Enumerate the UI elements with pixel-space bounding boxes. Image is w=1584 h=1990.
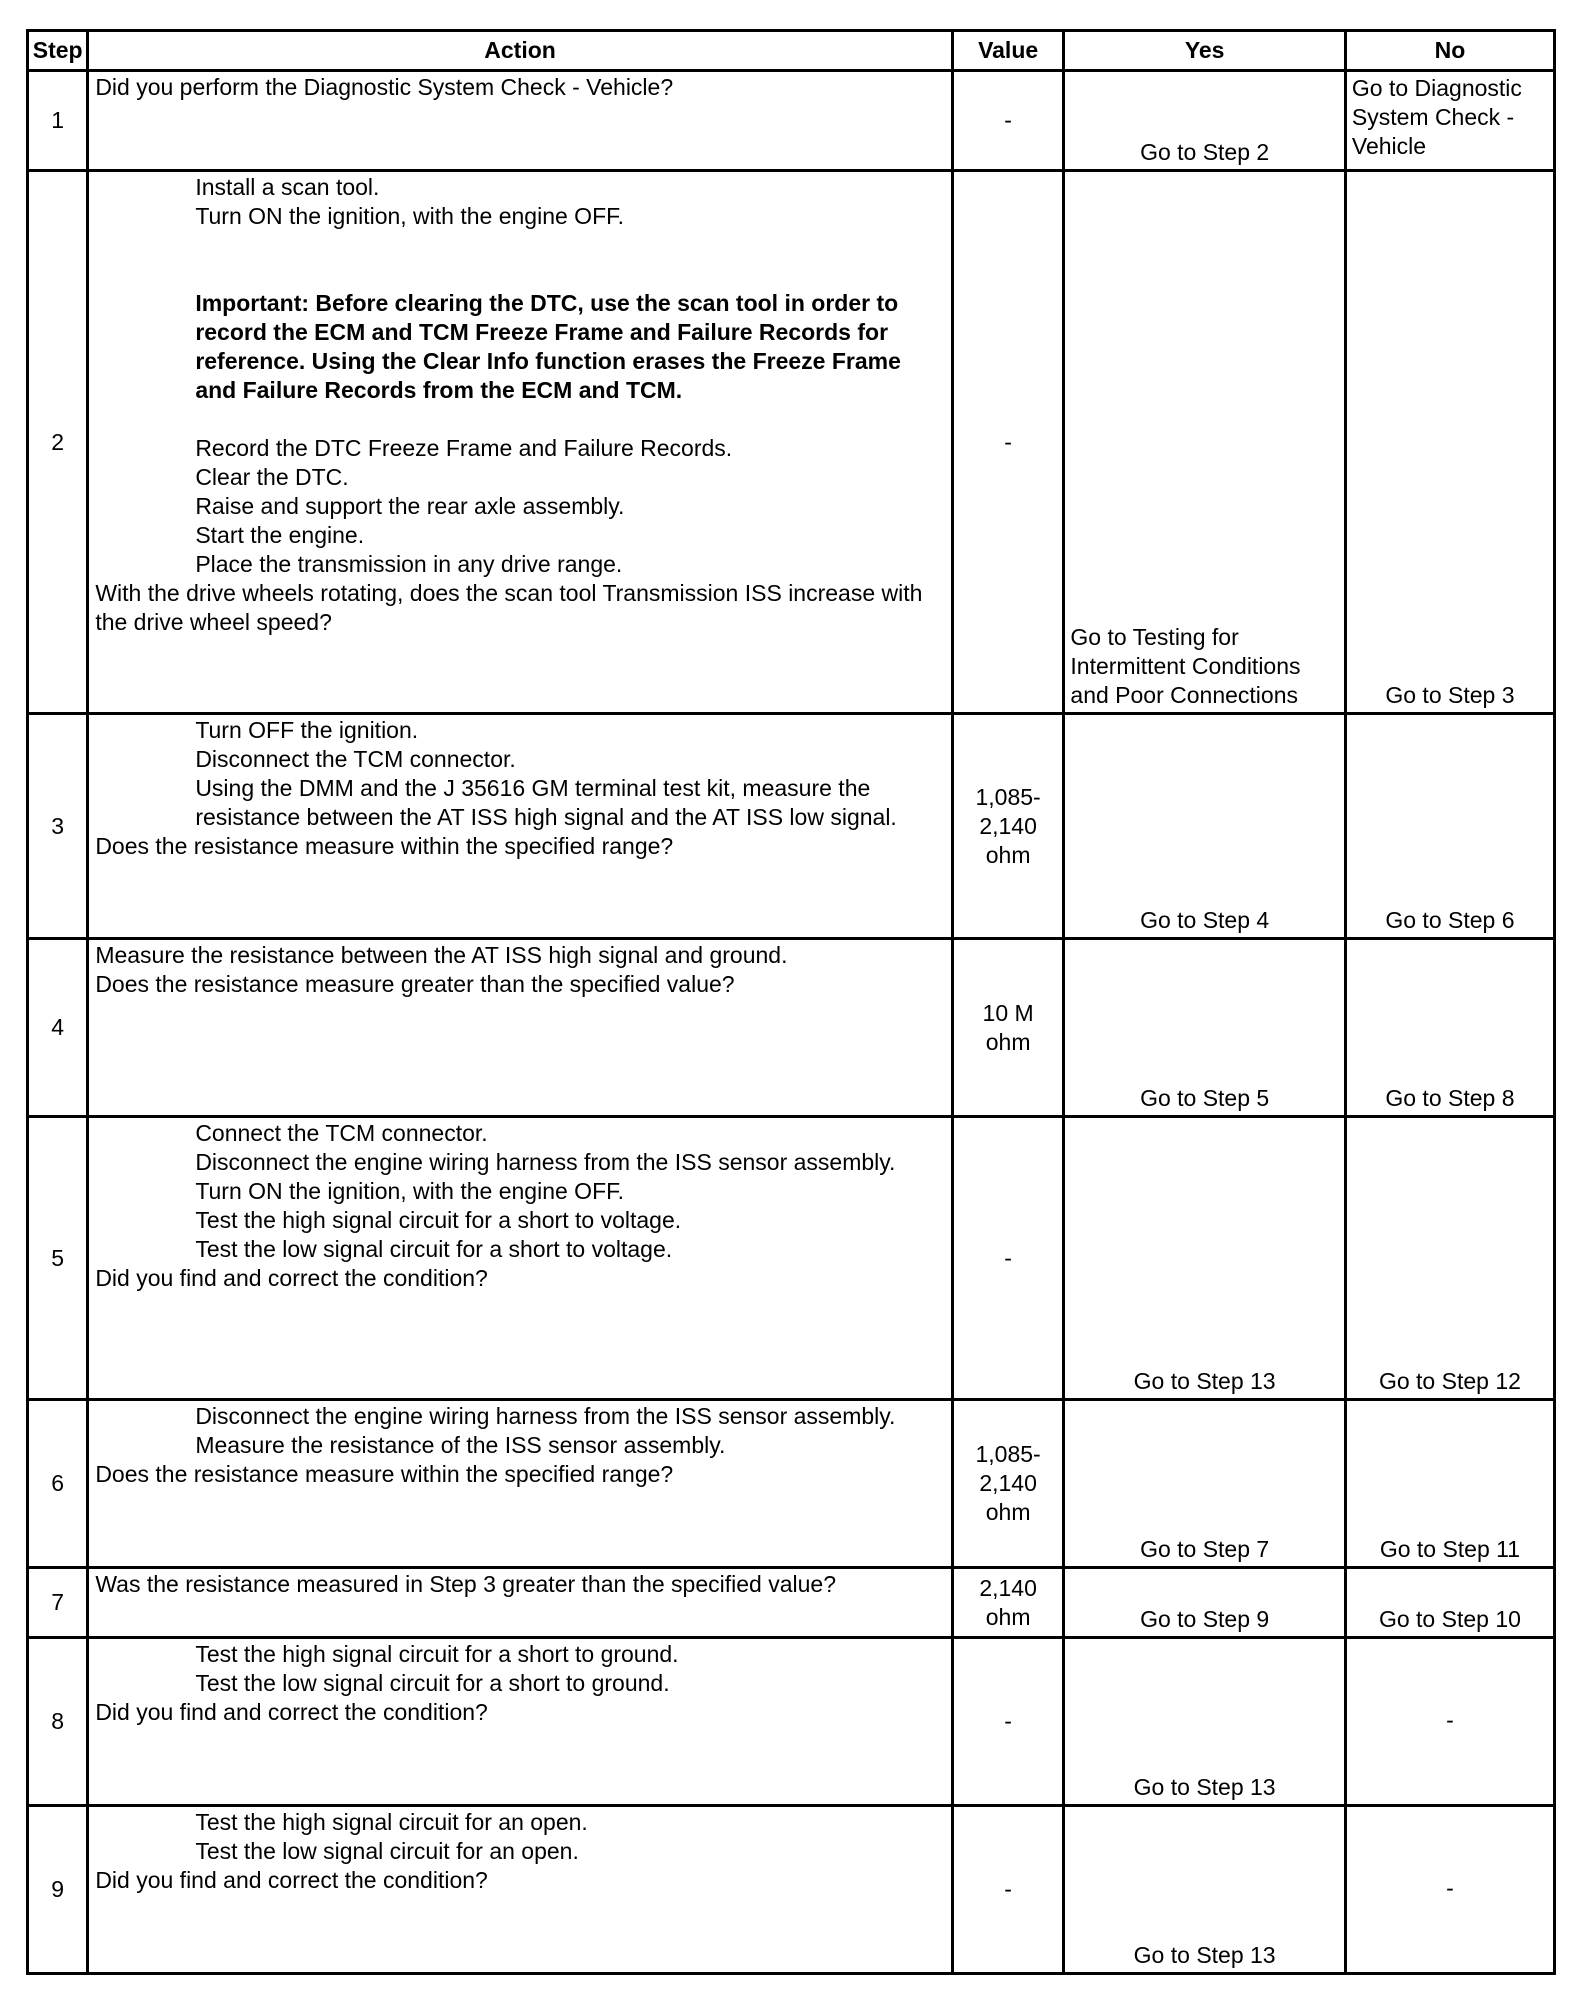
header-yes: Yes — [1064, 31, 1345, 71]
action-question: Does the resistance measure within the specified range? — [95, 833, 674, 859]
action-step: Test the high signal circuit for a short to voltage. — [195, 1207, 682, 1233]
value-cell: 10 M ohm — [952, 939, 1064, 1117]
no-cell: Go to Step 6 — [1345, 714, 1554, 939]
yes-cell: Go to Testing for Intermittent Conditions and Poor Connections — [1064, 171, 1345, 714]
action-step: Using the DMM and the J 35616 GM terminal test kit, measure the resistance between the AT ISS high signal and the AT ISS low signal. — [195, 775, 897, 830]
action-question: Does the resistance measure greater than the specified value? — [95, 971, 735, 997]
action-steps — [95, 173, 945, 579]
step-number: 6 — [28, 1400, 88, 1568]
action-question: With the drive wheels rotating, does the scan tool Transmission ISS increase with the drive wheel speed? — [95, 580, 923, 635]
header-no: No — [1345, 31, 1554, 71]
table-row — [28, 1117, 1555, 1400]
action-text: Was the resistance measured in Step 3 greater than the specified value? — [95, 1571, 836, 1597]
action-question: Did you find and correct the condition? — [95, 1867, 488, 1893]
step-number: 8 — [28, 1638, 88, 1806]
table-row — [28, 939, 1555, 1117]
value-cell: - — [952, 171, 1064, 714]
action-step: Disconnect the engine wiring harness from the ISS sensor assembly. — [195, 1403, 896, 1429]
table-row — [28, 714, 1555, 939]
value-cell: 1,085-2,140 ohm — [952, 1400, 1064, 1568]
action-step: Start the engine. — [195, 522, 365, 548]
important-note: Important: Before clearing the DTC, use the scan tool in order to record the ECM and TCM Freeze Frame and Failure Records for reference. Using the Clear Info function erases the Freeze Frame and Failure Records from the ECM and TCM. — [195, 290, 901, 403]
action-cell — [88, 1638, 953, 1806]
no-cell: Go to Step 10 — [1345, 1568, 1554, 1638]
action-step: Clear the DTC. — [195, 464, 349, 490]
action-steps — [95, 1640, 945, 1698]
action-cell — [88, 1400, 953, 1568]
no-cell: - — [1345, 1806, 1554, 1974]
yes-cell: Go to Step 13 — [1064, 1117, 1345, 1400]
action-question: Did you find and correct the condition? — [95, 1699, 488, 1725]
yes-cell: Go to Step 7 — [1064, 1400, 1345, 1568]
action-steps — [95, 1119, 945, 1264]
no-cell: - — [1345, 1638, 1554, 1806]
action-step: Test the high signal circuit for a short to ground. — [195, 1641, 679, 1667]
no-cell: Go to Diagnostic System Check - Vehicle — [1345, 71, 1554, 171]
action-step: Turn ON the ignition, with the engine OFF. — [195, 1178, 625, 1204]
action-step: Record the DTC Freeze Frame and Failure Records. — [195, 435, 733, 461]
action-cell — [88, 939, 953, 1117]
action-text: Measure the resistance between the AT ISS high signal and ground. — [95, 942, 788, 968]
header-step: Step — [28, 31, 88, 71]
action-step: Disconnect the engine wiring harness from the ISS sensor assembly. — [195, 1149, 896, 1175]
action-step: Test the low signal circuit for a short to voltage. — [195, 1236, 673, 1262]
action-step: Connect the TCM connector. — [195, 1120, 488, 1146]
value-cell: 1,085-2,140 ohm — [952, 714, 1064, 939]
action-cell — [88, 171, 953, 714]
yes-cell: Go to Step 9 — [1064, 1568, 1345, 1638]
table-row — [28, 1400, 1555, 1568]
step-number: 5 — [28, 1117, 88, 1400]
step-number: 4 — [28, 939, 88, 1117]
value-cell: - — [952, 1806, 1064, 1974]
diagnostic-table — [26, 29, 1556, 1975]
action-step: Raise and support the rear axle assembly. — [195, 493, 625, 519]
yes-cell: Go to Step 5 — [1064, 939, 1345, 1117]
yes-cell: Go to Step 2 — [1064, 71, 1345, 171]
yes-cell: Go to Step 4 — [1064, 714, 1345, 939]
action-cell — [88, 714, 953, 939]
value-cell: - — [952, 1117, 1064, 1400]
action-step: Turn OFF the ignition. — [195, 717, 419, 743]
table-row — [28, 1568, 1555, 1638]
action-step: Measure the resistance of the ISS sensor assembly. — [195, 1432, 726, 1458]
action-step: Turn ON the ignition, with the engine OFF. — [195, 203, 625, 229]
action-steps — [95, 1808, 945, 1866]
action-question: Did you find and correct the condition? — [95, 1265, 488, 1291]
yes-cell: Go to Step 13 — [1064, 1638, 1345, 1806]
action-step: Install a scan tool. — [195, 174, 380, 200]
value-cell: - — [952, 71, 1064, 171]
action-step: Test the high signal circuit for an open. — [195, 1809, 588, 1835]
action-text: Did you perform the Diagnostic System Check - Vehicle? — [95, 74, 674, 100]
header-value: Value — [952, 31, 1064, 71]
no-cell: Go to Step 11 — [1345, 1400, 1554, 1568]
action-cell — [88, 71, 953, 171]
table-row — [28, 71, 1555, 171]
table-row — [28, 171, 1555, 714]
action-steps — [95, 716, 945, 832]
no-cell: Go to Step 3 — [1345, 171, 1554, 714]
table-row — [28, 1806, 1555, 1974]
no-cell: Go to Step 12 — [1345, 1117, 1554, 1400]
no-cell: Go to Step 8 — [1345, 939, 1554, 1117]
action-step: Test the low signal circuit for a short to ground. — [195, 1670, 670, 1696]
action-question: Does the resistance measure within the specified range? — [95, 1461, 674, 1487]
action-steps — [95, 1402, 945, 1460]
step-number: 1 — [28, 71, 88, 171]
step-number: 3 — [28, 714, 88, 939]
step-number: 7 — [28, 1568, 88, 1638]
action-step: Test the low signal circuit for an open. — [195, 1838, 579, 1864]
action-step: Disconnect the TCM connector. — [195, 746, 516, 772]
yes-cell: Go to Step 13 — [1064, 1806, 1345, 1974]
header-row — [28, 31, 1555, 71]
value-cell: 2,140 ohm — [952, 1568, 1064, 1638]
header-action: Action — [88, 31, 953, 71]
action-cell — [88, 1117, 953, 1400]
step-number: 9 — [28, 1806, 88, 1974]
value-cell: - — [952, 1638, 1064, 1806]
step-number: 2 — [28, 171, 88, 714]
action-step: Place the transmission in any drive range. — [195, 551, 623, 577]
action-cell — [88, 1806, 953, 1974]
table-row — [28, 1638, 1555, 1806]
action-cell — [88, 1568, 953, 1638]
